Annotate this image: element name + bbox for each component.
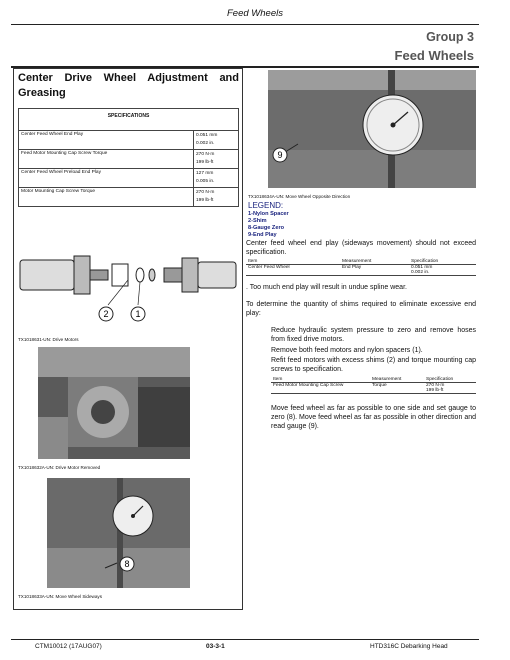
torque-spec-table: [271, 377, 476, 394]
table-row: [19, 188, 239, 207]
figure-caption: TX1018634A-UN: Move Wheel Opposite Direction: [248, 194, 351, 199]
spec-value: 270 N·m 199 lb-ft: [194, 150, 239, 169]
table-row: [271, 383, 476, 394]
table-cell: Torque: [372, 383, 387, 388]
callout-9: 9: [277, 150, 283, 160]
footer-doc-id: CTM10012 (17AUG07): [35, 643, 102, 650]
paragraph: . Too much end play will result in undue spline wear.: [246, 284, 407, 291]
figure-caption: TX1018633A-UN: Move Wheel Sideways: [18, 594, 103, 599]
table-row: [19, 169, 239, 188]
spec-value: 127 mm 0.005 in.: [194, 169, 239, 188]
spec-item: Center Feed Wheel Preload End Play: [19, 169, 194, 188]
legend-item: 9-End Play: [248, 232, 277, 238]
paragraph: To determine the quantity of shims required to eliminate excessive end play:: [246, 301, 476, 317]
callout-2: 2: [103, 309, 109, 319]
footer-product: HTD316C Debarking Head: [370, 643, 448, 650]
right-motor-body: [198, 262, 236, 288]
group-label: Group 3: [426, 30, 474, 44]
left-motor-body: [20, 260, 74, 290]
spec-value: 0.051 mm 0.002 in.: [194, 131, 239, 150]
footer-rule: [11, 639, 479, 640]
spec-item: Motor Mounting Cap Screw Torque: [19, 188, 194, 207]
section-title: Center Drive Wheel Adjustment and Greasing: [18, 72, 239, 99]
paragraph: Center feed wheel end play (sideways movement) should not exceed specification.: [246, 240, 476, 256]
drive-motors-figure: [18, 250, 239, 330]
column-header: Measurement: [372, 377, 402, 382]
table-cell: Center Feed Wheel: [248, 265, 290, 270]
column-header: Specification: [426, 377, 454, 382]
end-play-spec-table: [246, 259, 476, 276]
table-cell: End Play: [342, 265, 362, 270]
paragraph: Move feed wheel as far as possible to one side and set gauge to zero (8). Move feed wheel as far as possible in other direction and read gauge (9).: [271, 405, 476, 430]
legend-item: 2-Shim: [248, 218, 267, 224]
move-wheel-opposite-photo: [268, 70, 476, 188]
callout-1: 1: [135, 309, 141, 319]
move-wheel-sideways-photo: [47, 478, 190, 588]
drive-motor-removed-photo: [38, 347, 190, 459]
table-cell: Feed Motor Mounting Cap Screw: [273, 383, 344, 388]
callout-8: 8: [124, 559, 130, 569]
spec-value: 270 N·m 199 lb-ft: [194, 188, 239, 207]
spec-item: Center Feed Wheel End Play: [19, 131, 194, 150]
footer-page-number: 03-3-1: [206, 643, 225, 650]
table-cell: 0.051 mm 0.002 in.: [411, 265, 433, 275]
table-cell: 270 N·m 199 lb-ft: [426, 383, 445, 393]
legend-item: 8-Gauge Zero: [248, 225, 285, 231]
legend-item: 1-Nylon Spacer: [248, 211, 289, 217]
column-header: Item: [273, 377, 283, 382]
column-header: Specification: [411, 259, 439, 264]
paragraph: Remove both feed motors and nylon spacers (1).: [271, 347, 423, 354]
table-row: [246, 265, 476, 276]
table-row: [19, 150, 239, 169]
table-row: [19, 131, 239, 150]
spec-table-header: SPECIFICATIONS: [19, 109, 239, 131]
column-header: Item: [248, 259, 258, 264]
header-rule: [11, 24, 479, 25]
legend-title: LEGEND:: [248, 201, 284, 210]
specifications-table: [18, 108, 239, 207]
group-title: Feed Wheels: [394, 48, 474, 63]
paragraph: Refit feed motors with excess shims (2) and torque mounting cap screws to specification.: [271, 357, 476, 373]
column-header: Measurement: [342, 259, 372, 264]
paragraph: Reduce hydraulic system pressure to zero and remove hoses from fixed drive motors.: [271, 327, 476, 343]
figure-caption: TX1018632A-UN: Drive Motor Removed: [18, 465, 101, 470]
figure-caption: TX1018631-UN: Drive Motors: [18, 337, 79, 342]
spec-item: Feed Motor Mounting Cap Screw Torque: [19, 150, 194, 169]
running-head: Feed Wheels: [227, 8, 283, 19]
